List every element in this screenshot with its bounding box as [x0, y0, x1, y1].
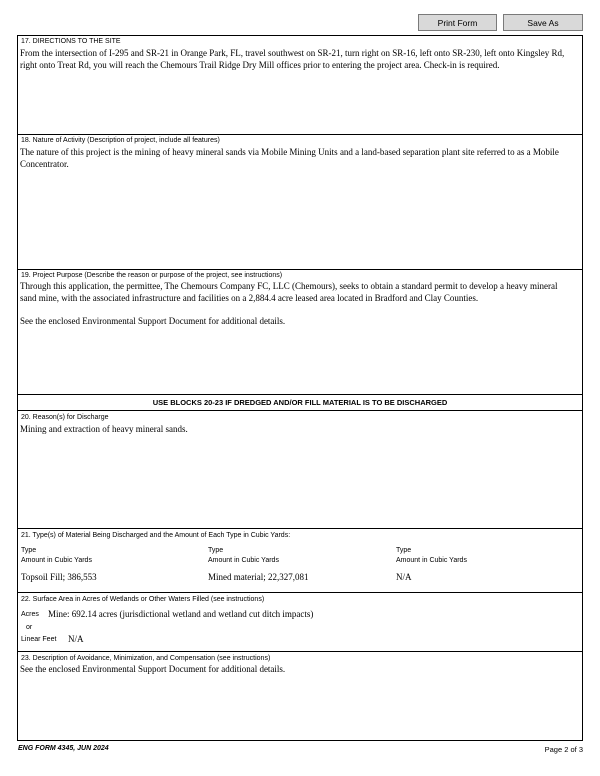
col-1-amount-label: Amount in Cubic Yards — [21, 556, 92, 564]
or-label: or — [26, 624, 33, 631]
page-number: Page 2 of 3 — [544, 745, 583, 754]
block-22-surface-area — [18, 593, 582, 652]
discharge-banner: USE BLOCKS 20-23 IF DREDGED AND/OR FILL MATERIAL IS TO BE DISCHARGED — [152, 398, 448, 407]
col-3-amount-label: Amount in Cubic Yards — [396, 556, 467, 564]
print-form-button[interactable]: Print Form — [418, 14, 497, 31]
acres-value[interactable]: Mine: 692.14 acres (jurisdictional wetland and wetland cut ditch impacts) — [48, 609, 314, 619]
block-19-text[interactable]: Through this application, the permittee, The Chemours Company FC, LLC (Chemours), seeks to obtain a standard permit to develop a heavy mineral sand mine, with the associated infrastructure and facilities on a 2,884.4 acre leased area located in Bradford and Clay Counties. — [20, 281, 558, 303]
acres-label: Acres — [21, 611, 39, 618]
block-20-label: 20. Reason(s) for Discharge — [21, 414, 109, 421]
linear-feet-value[interactable]: N/A — [68, 634, 84, 644]
form-id: ENG FORM 4345, JUN 2024 — [18, 745, 109, 752]
block-17-directions — [18, 36, 582, 135]
col-2-value[interactable]: Mined material; 22,327,081 — [208, 572, 309, 582]
block-23-text[interactable]: See the enclosed Environmental Support Document for additional details. — [20, 664, 286, 674]
block-17-text[interactable]: From the intersection of I-295 and SR-21 in Orange Park, FL, travel southwest on SR-21, turn right on SR-16, left onto SR-230, left onto Kingsley Rd, right onto Treat Rd, you will reach the Chemours Trail Ridge Dry Mill offices prior to entering the project area. Check-in is required. — [20, 48, 565, 70]
block-18-text[interactable]: The nature of this project is the mining of heavy mineral sands via Mobile Mining Units and a land-based separation plant site referred to as a Mobile Concentrator. — [20, 147, 559, 169]
block-21-material-types — [18, 529, 582, 593]
col-2-header — [208, 546, 279, 565]
col-2-amount-label: Amount in Cubic Yards — [208, 556, 279, 564]
linear-feet-label: Linear Feet — [21, 636, 57, 643]
col-3-header — [396, 546, 467, 565]
block-20-reason-for-discharge — [18, 411, 582, 529]
block-19-label: 19. Project Purpose (Describe the reason or purpose of the project, see instructions) — [21, 272, 283, 279]
block-18-nature-of-activity — [18, 135, 582, 270]
block-23-avoidance — [18, 652, 582, 740]
block-18-label: 18. Nature of Activity (Description of project, include all features) — [21, 137, 220, 144]
block-19-text-2[interactable]: See the enclosed Environmental Support Document for additional details. — [20, 316, 286, 326]
block-17-label: 17. DIRECTIONS TO THE SITE — [21, 38, 121, 45]
col-1-value[interactable]: Topsoil Fill; 386,553 — [21, 572, 97, 582]
block-23-label: 23. Description of Avoidance, Minimization, and Compensation (see instructions) — [21, 655, 271, 662]
discharge-banner-row — [18, 395, 582, 411]
col-1-header — [21, 546, 92, 565]
block-22-label: 22. Surface Area in Acres of Wetlands or Other Waters Filled (see instructions) — [21, 596, 265, 603]
save-as-button[interactable]: Save As — [503, 14, 583, 31]
col-3-type-label: Type — [396, 547, 412, 554]
block-19-project-purpose — [18, 270, 582, 395]
form-page — [17, 35, 583, 741]
block-20-text[interactable]: Mining and extraction of heavy mineral sands. — [20, 424, 188, 434]
block-21-label: 21. Type(s) of Material Being Discharged and the Amount of Each Type in Cubic Yards: — [21, 532, 291, 539]
col-3-value[interactable]: N/A — [396, 572, 412, 582]
col-1-type-label: Type — [21, 547, 37, 554]
col-2-type-label: Type — [208, 547, 224, 554]
